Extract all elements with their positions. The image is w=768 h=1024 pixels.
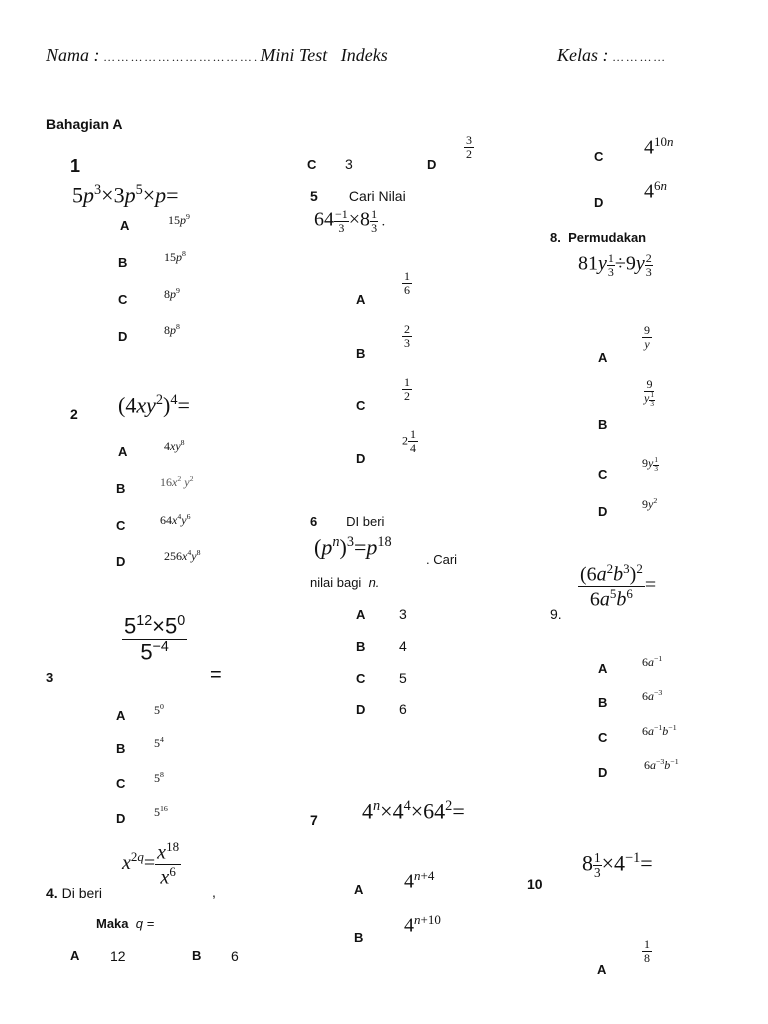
- q2-option-b-label: B: [116, 481, 126, 496]
- q5-text: Cari Nilai: [348, 188, 406, 204]
- section-title: Bahagian A: [46, 116, 123, 132]
- q3-option-c: $5^8$: [154, 770, 164, 785]
- q1-number: 1: [70, 156, 81, 176]
- q5-option-a: $\frac{1}{6}$: [404, 269, 410, 298]
- q4-stem: [46, 885, 102, 901]
- q5-option-d: 2 $\frac{1}{4}$: [402, 427, 416, 456]
- q5-option-a-label: A: [356, 292, 366, 307]
- q7-option-a: $4^{n+4}$: [404, 868, 435, 893]
- q9-option-c: $6a^{-1}b^{-1}$: [642, 723, 677, 738]
- kelas-field: [557, 45, 665, 66]
- q6-stem: [310, 514, 384, 529]
- q3-equation: $\frac{5^{12}\times 5^0}{5^{-4}}$: [124, 613, 186, 664]
- q4-text: Di beri: [61, 885, 103, 901]
- q8-option-a: $\frac{9}{y}$: [644, 323, 650, 352]
- q2-option-b: $16x^2$ $y^2$: [160, 474, 194, 489]
- q10-option-a: $\frac{1}{8}$: [644, 937, 650, 966]
- q4-option-c-label: C: [307, 157, 317, 172]
- q1-option-a: $15p^9$: [168, 212, 190, 227]
- q7-equation: $4^n\times 4^4\times 64^2=$: [362, 798, 465, 824]
- q4-option-d: $\frac{3}{2}$: [466, 133, 472, 162]
- q4-option-a: 12: [110, 948, 126, 964]
- q8-option-c-label: C: [598, 467, 608, 482]
- q6-number: 6: [310, 514, 318, 529]
- header: [46, 45, 388, 66]
- q8-equation: 81y $\frac{1}{3}$ ÷9y $\frac{2}{3}$: [578, 251, 652, 279]
- q4-option-b: 6: [231, 948, 239, 964]
- q8-option-b-label: B: [598, 417, 608, 432]
- q7-option-c: $4^{10n}$: [644, 134, 674, 159]
- q4-equation: $x^{2q}=$ $\frac{x^{18}}{x^6}$: [122, 839, 180, 889]
- q6-option-b-label: B: [356, 639, 366, 654]
- q1-equation: $5p^3\times 3p^5\times p=$: [72, 182, 179, 208]
- q9-option-a-label: A: [598, 661, 608, 676]
- q4-option-a-label: A: [70, 948, 80, 963]
- q4-option-b-label: B: [192, 948, 202, 963]
- q3-option-d-label: D: [116, 811, 126, 826]
- q8-option-d: $9y^2$: [642, 496, 658, 511]
- q7-option-d: $4^{6n}$: [644, 178, 667, 203]
- q6-text-3: nilai bagi n.: [310, 575, 380, 590]
- q3-option-c-label: C: [116, 776, 126, 791]
- q4-option-d-label: D: [427, 157, 437, 172]
- q9-number: 9.: [550, 606, 562, 622]
- kelas-blank: … … … …: [613, 50, 665, 64]
- q9-option-d: $6a^{-3}b^{-1}$: [644, 757, 679, 772]
- test-title-topic: Indeks: [340, 45, 388, 65]
- q6-option-a: 3: [399, 606, 407, 622]
- q2-option-a-label: A: [118, 444, 128, 459]
- q8-number: 8.: [550, 230, 561, 245]
- q7-option-b-label: B: [354, 930, 364, 945]
- q2-equation: $(4xy^2)^4=$: [118, 392, 190, 418]
- q6-text: DI beri: [346, 514, 385, 529]
- q1-option-c: $8p^9$: [164, 286, 180, 301]
- q2-option-c-label: C: [116, 518, 126, 533]
- q5-stem: [310, 188, 406, 204]
- q1-option-b-label: B: [118, 255, 128, 270]
- q1-option-a-label: A: [120, 218, 130, 233]
- q8-option-a-label: A: [598, 350, 608, 365]
- q4-option-c: 3: [345, 156, 353, 172]
- q3-option-a-label: A: [116, 708, 126, 723]
- q8-stem: [550, 230, 646, 245]
- q6-option-b: 4: [399, 638, 407, 654]
- q7-option-a-label: A: [354, 882, 364, 897]
- q6-option-a-label: A: [356, 607, 366, 622]
- q6-option-c-label: C: [356, 671, 366, 686]
- q6-option-d: 6: [399, 701, 407, 717]
- q2-option-c: $64x^4y^6$: [160, 512, 191, 527]
- test-title: Mini Test: [260, 45, 328, 65]
- q4-number: 4.: [46, 885, 58, 901]
- q8-option-d-label: D: [598, 504, 608, 519]
- q3-option-d: $5^{16}$: [154, 804, 168, 819]
- q6-option-d-label: D: [356, 702, 366, 717]
- q5-option-c: $\frac{1}{2}$: [404, 375, 410, 404]
- q3-number: 3: [46, 670, 54, 685]
- q9-option-a: $6a^{-1}$: [642, 654, 663, 669]
- q5-option-c-label: C: [356, 398, 366, 413]
- q9-option-c-label: C: [598, 730, 608, 745]
- q4-comma: ,: [212, 884, 216, 900]
- q10-number: 10: [527, 876, 543, 892]
- q10-option-a-label: A: [597, 962, 607, 977]
- kelas-label: Kelas :: [557, 45, 609, 65]
- q7-option-c-label: C: [594, 149, 604, 164]
- q6-equation: $(p^n)^3=p^{18}$: [314, 534, 392, 560]
- q3-option-b: $5^4$: [154, 735, 164, 750]
- q9-equation: $\frac{(6a^2b^3)^2}{6a^5b^6}$ =: [580, 561, 657, 611]
- q2-number: 2: [70, 406, 78, 422]
- q3-equals: =: [210, 664, 222, 686]
- q5-option-b: $\frac{2}{3}$: [404, 322, 410, 351]
- q8-option-b: 9 y $\frac{1}{3}$: [644, 377, 654, 408]
- q7-number: 7: [310, 812, 318, 828]
- q1-option-d-label: D: [118, 329, 128, 344]
- nama-blank: … … … … … … … … … … … .: [104, 50, 261, 64]
- q8-option-c: 9y $\frac{1}{3}$: [642, 456, 658, 473]
- q4-maka: Maka q =: [96, 916, 155, 931]
- q8-text: Permudakan: [568, 230, 647, 245]
- q7-option-d-label: D: [594, 195, 604, 210]
- q6-option-c: 5: [399, 670, 407, 686]
- q1-option-d: $8p^8$: [164, 322, 180, 337]
- q5-option-d-label: D: [356, 451, 366, 466]
- q6-text-2: . Cari: [426, 552, 458, 567]
- q3-option-a: $5^0$: [154, 702, 164, 717]
- q9-option-b-label: B: [598, 695, 608, 710]
- q2-option-d: $256x^4y^8$: [164, 548, 201, 563]
- q1-option-b: $15p^8$: [164, 249, 186, 264]
- nama-label: Nama :: [46, 45, 100, 65]
- q5-equation: 64 $\frac{-1}{3}$ ×8 $\frac{1}{3}$ .: [314, 207, 386, 235]
- q7-option-b: $4^{n+10}$: [404, 912, 441, 937]
- q9-option-b: $6a^{-3}$: [642, 688, 663, 703]
- q9-option-d-label: D: [598, 765, 608, 780]
- q5-option-b-label: B: [356, 346, 366, 361]
- q5-number: 5: [310, 188, 318, 204]
- q10-equation: 8 $\frac{1}{3}$ $\times 4^{-1}=$: [582, 850, 653, 880]
- q3-option-b-label: B: [116, 741, 126, 756]
- q2-option-a: $4xy^8$: [164, 438, 185, 453]
- q2-option-d-label: D: [116, 554, 126, 569]
- q1-option-c-label: C: [118, 292, 128, 307]
